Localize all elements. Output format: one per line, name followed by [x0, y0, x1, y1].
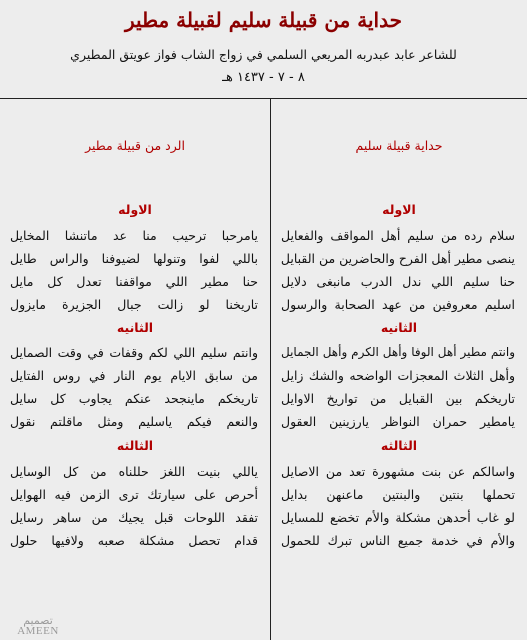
verse-line: تاريخكم ماينجحد عنكم يجاوب كل سايل — [10, 391, 258, 406]
verse-line: وانتم مطير أهل الوفا وأهل الكرم وأهل الجمايل — [281, 345, 515, 359]
verse-line: ينصى مطير أهل الفرح والحاضرين من القبايل — [280, 251, 515, 266]
watermark-latin: AMEEN — [17, 625, 59, 638]
hijri-date: ٨ - ٧ - ١٤٣٧ هـ — [222, 70, 305, 85]
section-heading: الاوله — [118, 202, 152, 217]
verse-line: حنا سليم اللي ندل الدرب مانبغى دلايل — [281, 274, 515, 289]
section-heading: الاوله — [382, 202, 416, 217]
section-heading: الثالثه — [116, 438, 154, 453]
verse-line: يامطير حمران النواظر يارزينين العقول — [281, 414, 515, 429]
section-heading: الثانيه — [380, 320, 418, 335]
verse-line: حنا مطير اللي مواقفنا تعدل كل مايل — [10, 274, 258, 289]
verse-line: وأهل الثلاث المعجزات الواضحه والشك زايل — [281, 368, 515, 383]
verse-line: تاريخنا لو زالت جبال الجزيرة مايزول — [10, 297, 258, 312]
column-title: الرد من قبيلة مطير — [85, 138, 185, 153]
verse-line: ياللي بنيت اللغز حللناه من كل الوسايل — [10, 464, 258, 479]
verse-line: تاريخكم بين القبايل من تواريخ الاوايل — [281, 391, 515, 406]
page-title: حداية من قبيلة سليم لقبيلة مطير — [125, 8, 402, 32]
verse-line: يامرحبا ترحيب منا عد ماتنشا المخايل — [10, 228, 258, 243]
verse-line: وانتم سليم اللي لكم وقفات في وقت الصمايل — [10, 345, 258, 360]
section-heading: الثانيه — [116, 320, 154, 335]
column-title: حداية قبيلة سليم — [355, 138, 443, 153]
verse-line: قدام تحصل مشكلة صعبه ولافيها حلول — [10, 533, 258, 548]
verse-line: باللي لفوا وتنولها لضيوفنا والراس طايل — [10, 251, 258, 266]
verse-line: والنعم فيكم ياسليم ومثل ماقلتم نقول — [10, 414, 258, 429]
watermark-arabic: تصميم — [23, 613, 53, 627]
verse-line: تحملها بنتين والبنتين ماعنهن بدايل — [281, 487, 515, 502]
poet-subtitle: للشاعر عابد عبدربه المريعي السلمي في زواج الشاب فواز عويتق المطيري — [70, 47, 457, 62]
mutair-column — [0, 98, 270, 640]
verse-line: أحرص على سيارتك ترى الزمن فيه الهوايل — [10, 487, 258, 502]
verse-line: والأم في خدمة جميع الناس تبرك للحمول — [281, 533, 515, 548]
poem-header — [0, 0, 527, 98]
verse-line: لو غاب أحدهن مشكلة والأم تخضع للمسايل — [281, 510, 515, 525]
saleem-column — [271, 98, 527, 640]
verse-line: واسالكم عن بنت مشهورة تعد من الاصايل — [281, 464, 515, 479]
verse-line: اسليم معروفين من عهد الصحابة والرسول — [281, 297, 515, 312]
verse-line: تفقد اللوحات قبل يجيك من ساهر رسايل — [10, 510, 258, 525]
verse-line: من سابق الايام يوم النار في روس الفتايل — [10, 368, 258, 383]
designer-watermark — [8, 615, 68, 638]
verse-line: سلام رده من سليم أهل المواقف والفعايل — [281, 228, 515, 243]
section-heading: الثالثه — [380, 438, 418, 453]
